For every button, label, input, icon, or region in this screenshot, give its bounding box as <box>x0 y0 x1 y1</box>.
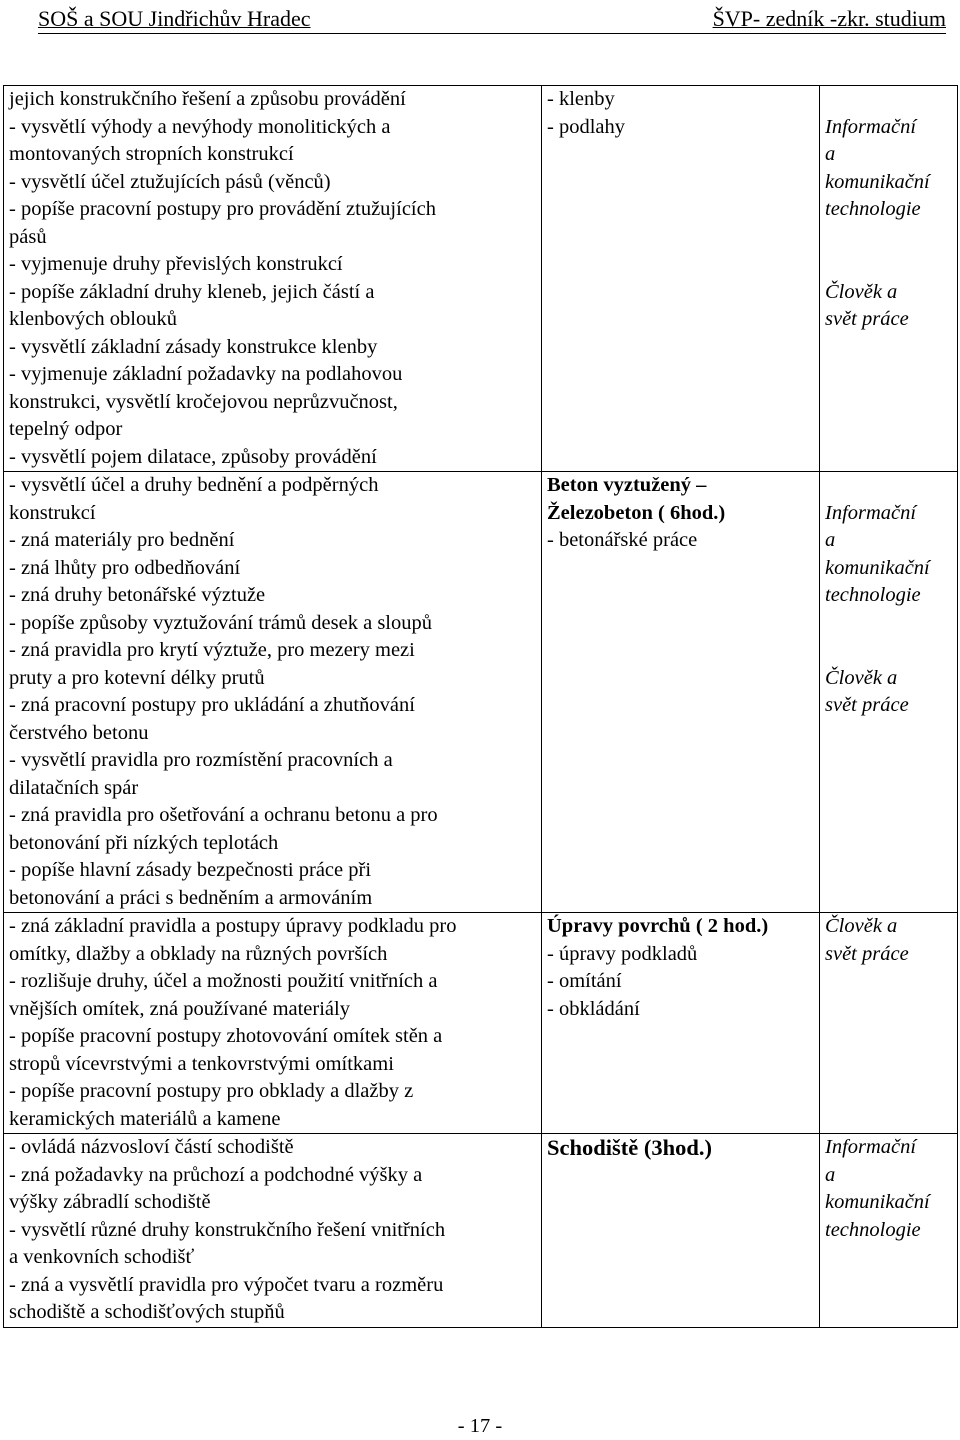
theme-line: svět práce <box>825 942 909 965</box>
outcome-line: vnějších omítek, zná používané materiály <box>9 997 350 1020</box>
outcome-line: - vysvětlí výhody a nevýhody monolitických a <box>9 115 391 138</box>
theme-line: komunikační <box>825 1191 930 1213</box>
outcome-line: konstrukci, vysvětlí kročejovou neprůzvučnost, <box>9 390 398 413</box>
topic-title: Železobeton ( 6hod.) <box>547 501 726 524</box>
outcome-line: - popíše pracovní postupy pro obklady a dlažby z <box>9 1080 414 1102</box>
outcome-line: - vysvětlí pojem dilatace, způsoby provádění <box>9 445 377 468</box>
theme-line: svět práce <box>825 694 909 716</box>
themes-cell <box>820 86 958 472</box>
outcomes-cell <box>4 913 542 1134</box>
theme-line: Informační <box>825 115 917 138</box>
theme-line: komunikační <box>825 556 930 579</box>
topic-cell <box>542 86 820 472</box>
outcomes-cell <box>4 472 542 913</box>
topic-item: - úpravy podkladů <box>547 942 698 965</box>
outcome-line: konstrukcí <box>9 501 96 524</box>
topic-item: - omítání <box>547 970 622 992</box>
outcome-line: - vyjmenuje základní požadavky na podlahovou <box>9 363 403 385</box>
table-row <box>4 86 958 472</box>
theme-line: technologie <box>825 1218 921 1241</box>
spacer <box>825 472 953 500</box>
outcome-line: - vysvětlí pravidla pro rozmístění pracovních a <box>9 749 393 771</box>
outcome-line: - zná materiály pro bednění <box>9 529 235 551</box>
spacer <box>825 224 953 279</box>
topic-cell <box>542 472 820 913</box>
outcome-line: - zná pravidla pro krytí výztuže, pro mezery mezi <box>9 639 415 661</box>
outcome-line: betonování při nízkých teplotách <box>9 831 279 854</box>
outcome-line: - rozlišuje druhy, účel a možnosti použití vnitřních a <box>9 970 438 992</box>
theme-line: komunikační <box>825 170 930 193</box>
theme-line: a <box>825 1163 836 1186</box>
curriculum-table-body <box>4 86 958 1328</box>
theme-line: Člověk a <box>825 280 898 303</box>
outcome-line: omítky, dlažby a obklady na různých površích <box>9 942 388 965</box>
outcome-line: - zná požadavky na průchozí a podchodné výšky a <box>9 1163 423 1186</box>
outcome-line: - zná druhy betonářské výztuže <box>9 584 266 606</box>
topic-item: - obkládání <box>547 997 640 1020</box>
outcome-line: - popíše pracovní postupy pro provádění ztužujících <box>9 198 436 220</box>
curriculum-table <box>3 85 958 1328</box>
theme-line: a <box>825 529 836 551</box>
topic-title: Beton vyztužený – <box>547 474 707 496</box>
outcome-line: výšky zábradlí schodiště <box>9 1191 211 1213</box>
outcome-line: - popíše hlavní zásady bezpečnosti práce při <box>9 859 372 881</box>
outcome-line: - zná a vysvětlí pravidla pro výpočet tvaru a rozměru <box>9 1273 444 1296</box>
page-number: - 17 - <box>457 1415 503 1437</box>
outcome-line: - popíše základní druhy kleneb, jejich částí a <box>9 280 375 303</box>
outcome-line: - vysvětlí různé druhy konstrukčního řešení vnitřních <box>9 1218 446 1241</box>
outcome-line: montovaných stropních konstrukcí <box>9 143 294 165</box>
program-name: ŠVP- zedník -zkr. studium <box>712 6 946 31</box>
outcome-line: stropů vícevrstvými a tenkovrstvými omítkami <box>9 1052 394 1075</box>
theme-line: Člověk a <box>825 915 898 937</box>
themes-cell <box>820 472 958 913</box>
outcome-line: - vyjmenuje druhy převislých konstrukcí <box>9 253 343 275</box>
outcome-line: schodiště a schodišťových stupňů <box>9 1301 285 1323</box>
table-row <box>4 1134 958 1328</box>
outcome-line: - zná lhůty pro odbedňování <box>9 556 241 579</box>
outcome-line: čerstvého betonu <box>9 721 149 744</box>
topic-item: - betonářské práce <box>547 529 698 551</box>
theme-line: svět práce <box>825 308 909 330</box>
table-row <box>4 913 958 1134</box>
theme-line: technologie <box>825 584 921 606</box>
school-name: SOŠ a SOU Jindřichův Hradec <box>38 6 311 31</box>
outcome-line: - popíše pracovní postupy zhotovování omítek stěn a <box>9 1025 443 1047</box>
outcome-line: a venkovních schodišť <box>9 1246 195 1268</box>
outcomes-cell <box>4 86 542 472</box>
topic-title: Schodiště (3hod.) <box>547 1135 713 1160</box>
outcome-line: tepelný odpor <box>9 418 123 440</box>
themes-cell <box>820 1134 958 1328</box>
topic-cell <box>542 1134 820 1328</box>
outcome-line: dilatačních spár <box>9 776 139 799</box>
table-row <box>4 472 958 913</box>
theme-line: technologie <box>825 198 921 220</box>
outcome-line: - vysvětlí účel ztužujících pásů (věnců) <box>9 170 331 193</box>
theme-line: Informační <box>825 501 917 524</box>
outcome-line: - zná pracovní postupy pro ukládání a zhutňování <box>9 694 415 716</box>
outcome-line: - popíše způsoby vyztužování trámů desek a sloupů <box>9 611 433 634</box>
topic-item: - podlahy <box>547 115 625 138</box>
page-header <box>38 2 946 34</box>
spacer <box>825 610 953 665</box>
outcome-line: pruty a pro kotevní délky prutů <box>9 666 265 689</box>
outcome-line: klenbových oblouků <box>9 308 177 330</box>
outcomes-cell <box>4 1134 542 1328</box>
outcome-line: - vysvětlí účel a druhy bednění a podpěrných <box>9 474 379 496</box>
theme-line: Informační <box>825 1136 917 1158</box>
theme-line: a <box>825 143 836 165</box>
topic-cell <box>542 913 820 1134</box>
outcome-line: keramických materiálů a kamene <box>9 1107 281 1130</box>
topic-title: Úpravy povrchů ( 2 hod.) <box>547 915 769 937</box>
outcome-line: - zná pravidla pro ošetřování a ochranu betonu a pro <box>9 804 438 826</box>
themes-cell <box>820 913 958 1134</box>
topic-item: - klenby <box>547 88 615 110</box>
outcome-line: - zná základní pravidla a postupy úpravy podkladu pro <box>9 915 457 937</box>
outcome-line: jejich konstrukčního řešení a způsobu provádění <box>9 88 406 110</box>
spacer <box>825 86 953 114</box>
outcome-line: - ovládá názvosloví částí schodiště <box>9 1136 294 1158</box>
outcome-line: pásů <box>9 225 47 248</box>
theme-line: Člověk a <box>825 666 898 689</box>
outcome-line: - vysvětlí základní zásady konstrukce klenby <box>9 335 378 358</box>
outcome-line: betonování a práci s bedněním a armováním <box>9 886 373 909</box>
